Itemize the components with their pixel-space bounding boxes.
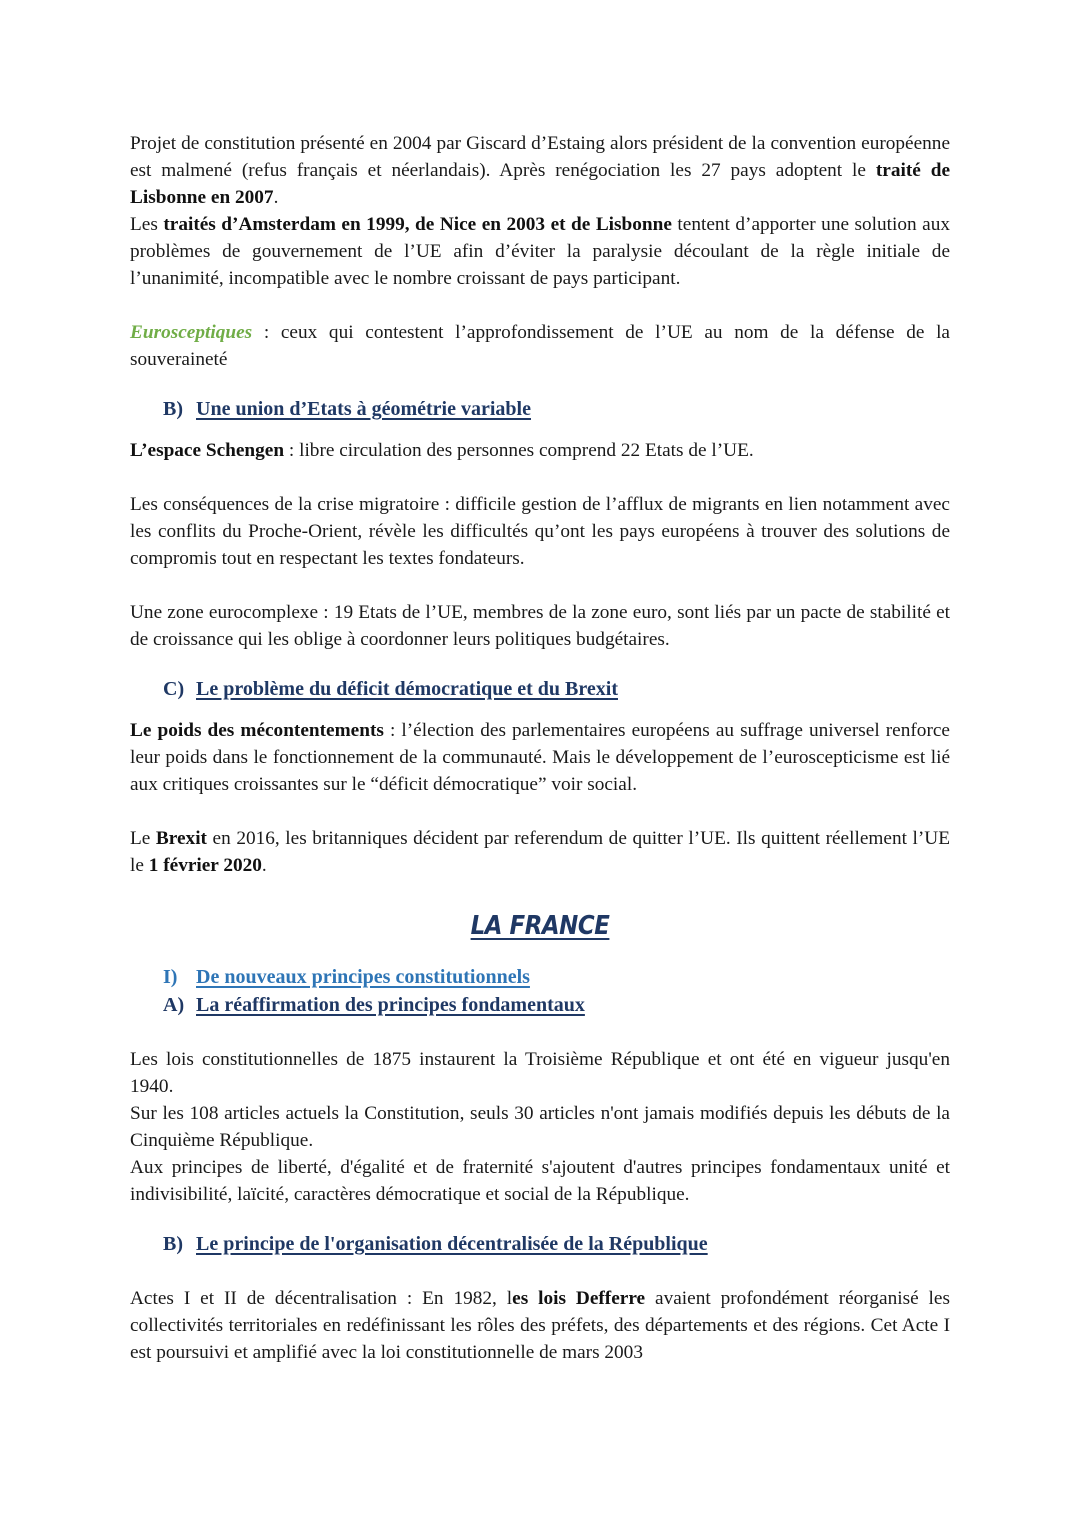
- heading-title: La réaffirmation des principes fondamentaux: [196, 994, 585, 1016]
- paragraph-text: Actes I et II de décentralisation : En 1982, l: [130, 1288, 513, 1309]
- keyword-eurosceptiques: Eurosceptiques: [130, 322, 253, 343]
- paragraph-text: Projet de constitution présenté en 2004 par Giscard d’Estaing alors président de la convention européenne est malmené (refus français et néerlandais). Après renégociation les 27 pays adoptent le: [130, 133, 950, 181]
- heading-letter: B): [163, 398, 183, 420]
- paragraph-mecontentements: [130, 717, 950, 798]
- bold-brexit: Brexit: [155, 828, 207, 849]
- heading-letter: A): [163, 994, 185, 1016]
- paragraph-text: Les: [130, 214, 164, 235]
- heading-letter: C): [163, 678, 185, 700]
- paragraph-schengen: [130, 437, 950, 464]
- paragraph-zone-euro: Une zone eurocomplexe : 19 Etats de l’UE, membres de la zone euro, sont liés par un pacte de stabilité et de croissance qui les oblige à coordonner leurs politiques budgétaires.: [130, 602, 950, 650]
- bold-date: 1 février 2020: [148, 855, 262, 876]
- paragraph-lois-1875: Les lois constitutionnelles de 1875 instaurent la Troisième République et ont été en vigueur jusqu'en 1940.: [130, 1049, 950, 1097]
- heading-letter: B): [163, 1233, 183, 1255]
- section-heading-c-deficit: [163, 675, 950, 703]
- paragraph-text: en 2016, les britanniques décident par referendum de quitter l’UE. Ils quittent réellement l’UE le: [130, 828, 950, 876]
- paragraph-brexit: [130, 825, 950, 879]
- document-page: [130, 130, 950, 1366]
- paragraph-constitution: [130, 130, 950, 211]
- bold-defferre: es lois Defferre: [512, 1288, 646, 1309]
- section-heading-b-decentralisation: [163, 1230, 950, 1258]
- heading-title: Une union d’Etats à géométrie variable: [196, 398, 531, 420]
- heading-title: Le principe de l'organisation décentralisée de la République: [196, 1233, 708, 1255]
- paragraph-text: : l’élection des parlementaires européens au suffrage universel renforce leur poids dans le fonctionnement de la communauté. Mais le développement de l’euroscepticisme est lié aux critiques croissantes sur le “déficit démocratique” voir social.: [130, 720, 950, 795]
- paragraph-text: : ceux qui contestent l’approfondissement de l’UE au nom de la défense de la souveraineté: [130, 322, 950, 370]
- paragraph-text: .: [273, 187, 279, 208]
- section-heading-a-reaffirmation: [163, 991, 950, 1019]
- section-heading-b-union: [163, 395, 950, 423]
- bold-lisbonne: traité de Lisbonne en 2007: [130, 160, 951, 208]
- paragraph-decentralisation: [130, 1285, 950, 1366]
- paragraph-traites: [130, 211, 950, 292]
- main-title-la-france: LA FRANCE: [470, 911, 610, 941]
- paragraph-crise-migratoire: Les conséquences de la crise migratoire : difficile gestion de l’afflux de migrants en lien notamment avec les conflits du Proche-Orient, révèle les difficultés qu’ont les pays européens à trouver des solutions de compromis tout en respectant les textes fondateurs.: [130, 494, 950, 569]
- paragraph-text: avaient profondément réorganisé les collectivités territoriales en redéfinissant les rôles des préfets, des départements et des régions. Cet Acte I est poursuivi et amplifié avec la loi constitutionnelle de mars 2003: [130, 1288, 950, 1363]
- paragraph-text: Le: [130, 828, 156, 849]
- bold-traites: traités d’Amsterdam en 1999, de Nice en 2003 et de Lisbonne: [163, 214, 672, 235]
- bold-mecontentements: Le poids des mécontentements: [130, 720, 384, 741]
- paragraph-text: tentent d’apporter une solution aux problèmes de gouvernement de l’UE afin d’éviter la paralysie découlant de la règle initiale de l’unanimité, incompatible avec le nombre croissant de pays participant.: [130, 214, 950, 289]
- heading-title: Le problème du déficit démocratique et du Brexit: [196, 678, 618, 700]
- paragraph-principes: Aux principes de liberté, d'égalité et de fraternité s'ajoutent d'autres principes fondamentaux unité et indivisibilité, laïcité, caractères démocratique et social de la République.: [130, 1157, 950, 1205]
- paragraph-108-articles: Sur les 108 articles actuels la Constitution, seuls 30 articles n'ont jamais modifiés depuis les débuts de la Cinquième République.: [130, 1103, 950, 1151]
- heading-title: De nouveaux principes constitutionnels: [196, 966, 530, 988]
- paragraph-eurosceptiques: [130, 319, 950, 373]
- heading-letter: I): [163, 966, 178, 988]
- bold-schengen: L’espace Schengen: [130, 440, 285, 461]
- paragraph-text: : libre circulation des personnes comprend 22 Etats de l’UE.: [284, 440, 754, 461]
- paragraph-text: .: [261, 855, 267, 876]
- section-heading-i-principes: [163, 963, 950, 991]
